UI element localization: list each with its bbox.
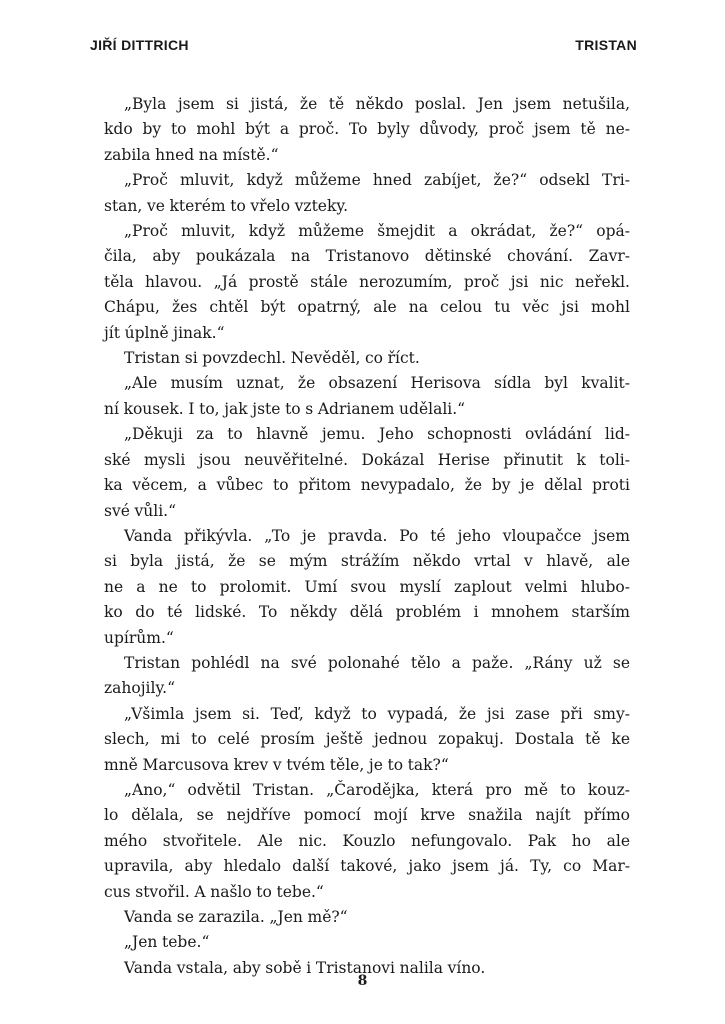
paragraph [104, 778, 630, 905]
text-line: „Proč mluvit, když můžeme šmejdit a okrádat, že?“ opá- [124, 222, 630, 241]
text-line: „Děkuji za to hlavně jemu. Jeho schopnosti ovládání lid- [124, 425, 630, 444]
text-line: ní kousek. I to, jak jste to s Adrianem udělali.“ [104, 399, 466, 418]
text-line: Chápu, žes chtěl být opatrný, ale na celou tu věc jsi mohl [104, 298, 630, 317]
paragraph [104, 651, 630, 702]
text-line: ka věcem, a vůbec to přitom nevypadalo, že by je dělal proti [104, 476, 630, 495]
text-line: Tristan pohlédl na své polonahé tělo a paže. „Rány už se [124, 653, 630, 672]
text-line: lo dělala, se nejdříve pomocí mojí krve snažila najít přímo [104, 806, 630, 825]
text-line: jít úplně jinak.“ [104, 323, 225, 342]
text-line: upravila, aby hledalo další takové, jako jsem já. Ty, co Mar- [104, 857, 630, 876]
text-line: Vanda přikývla. „To je pravda. Po té jeho vloupačce jsem [124, 526, 630, 545]
text-line: ne a ne to prolomit. Umí svou myslí zaplout velmi hlubo- [104, 577, 630, 596]
text-line: si byla jistá, že se mým strážím někdo vrtal v hlavě, ale [104, 552, 630, 571]
text-line: čila, aby poukázala na Tristanovo dětinské chování. Zavr- [104, 247, 630, 266]
text-line: „Ale musím uznat, že obsazení Herisova sídla byl kvalit- [124, 374, 630, 393]
text-line: ko do té lidské. To někdy dělá problém i mnohem starším [104, 603, 630, 622]
text-line: Vanda se zarazila. „Jen mě?“ [124, 908, 348, 926]
body-text [104, 92, 630, 981]
running-head-title: TRISTAN [575, 37, 637, 53]
text-line: slech, mi to celé prosím ještě jednou zopakuj. Dostala tě ke [104, 730, 630, 749]
text-line: zahojily.“ [104, 679, 175, 698]
text-line: zabila hned na místě.“ [104, 145, 279, 164]
text-line: těla hlavou. „Já prostě stále nerozumím, proč jsi nic neřekl. [104, 272, 630, 291]
text-line: „Ano,“ odvětil Tristan. „Čarodějka, která pro mě to kouz- [124, 780, 630, 799]
paragraph [104, 422, 630, 524]
text-line: „Proč mluvit, když můžeme hned zabíjet, že?“ odsekl Tri- [124, 171, 630, 190]
paragraph [104, 524, 630, 651]
paragraph [104, 92, 630, 168]
text-line: Tristan si povzdechl. Nevěděl, co říct. [124, 349, 420, 368]
text-line: stan, ve kterém to vřelo vzteky. [104, 196, 349, 215]
text-line: kdo by to mohl být a proč. To byly důvody, proč jsem tě ne- [104, 120, 630, 139]
paragraph [104, 168, 630, 219]
text-line: cus stvořil. A našlo to tebe.“ [104, 882, 324, 901]
text-line: „Všimla jsem si. Teď, když to vypadá, že jsi zase při smy- [124, 704, 630, 723]
paragraph [104, 702, 630, 778]
text-line: mně Marcusova krev v tvém těle, je to tak?“ [104, 755, 449, 774]
text-line: „Byla jsem si jistá, že tě někdo poslal. Jen jsem netušila, [124, 95, 630, 113]
running-head-author: JIŘÍ DITTRICH [90, 37, 189, 53]
text-line: mého stvořitele. Ale nic. Kouzlo nefungovalo. Pak ho ale [104, 831, 630, 850]
text-line: ské mysli jsou neuvěřitelné. Dokázal Herise přinutit k toli- [104, 450, 630, 469]
paragraph [104, 219, 630, 346]
paragraph [104, 930, 630, 955]
page-number: 8 [357, 973, 368, 989]
paragraph [104, 371, 630, 422]
paragraph [104, 905, 630, 930]
text-line: upírům.“ [104, 628, 174, 647]
text-line: Vanda vstala, aby sobě i Tristanovi nalila víno. [124, 958, 486, 977]
text-line: své vůli.“ [104, 501, 177, 520]
text-line: „Jen tebe.“ [124, 933, 210, 952]
paragraph [104, 346, 630, 371]
